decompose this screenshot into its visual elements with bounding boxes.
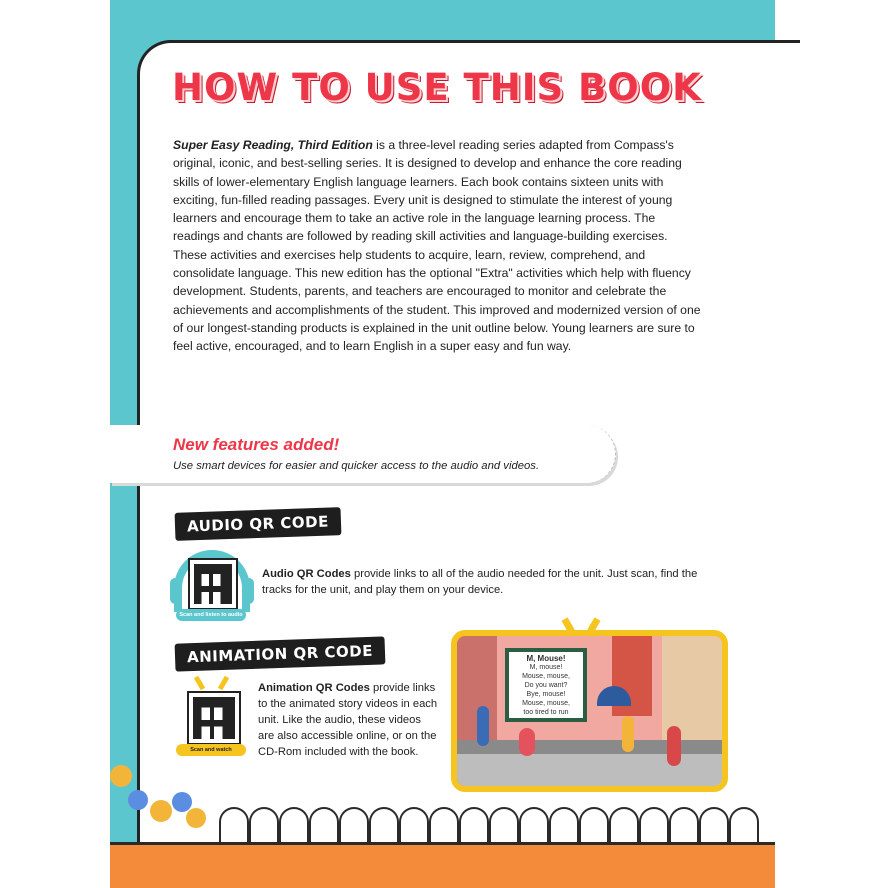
- scene-street: [457, 754, 722, 786]
- scene-board: [505, 648, 587, 722]
- scene-sidewalk: [457, 740, 722, 754]
- brick-ground: [110, 842, 775, 888]
- audio-qr-desc-rest: provide links to all of the audio needed for the unit. Just scan, find the tracks for the unit, and play them on your device.: [262, 568, 698, 596]
- fence-decoration: [110, 800, 775, 845]
- scene-board-line: M, mouse!: [529, 664, 563, 671]
- audio-qr-tag: AUDIO QR CODE: [175, 507, 342, 541]
- scene-board-line: Do you want?: [524, 682, 568, 689]
- animation-qr-tag: ANIMATION QR CODE: [175, 636, 386, 671]
- scene-mouse-figure: [519, 728, 535, 756]
- scene-cyclist-figure: [667, 726, 681, 766]
- audio-qr-badge: Scan and listen to audio: [176, 609, 246, 621]
- intro-body: is a three-level reading series adapted from Compass's original, iconic, and best-selling series. It is designed to develop and enhance the core reading skills of lower-elementary English language learners. Each book contains sixteen units with exciting, fun-filled reading passages. Every unit is designed to stimulate the interest of young learners and encourage them to take an active role in the language learning process. The readings and chants are followed by reading skill activities and language-building exercises. These activities and exercises help students to acquire, learn, review, comprehend, and consolidate language. This new edition has the optional "Extra" activities which help with fluency development. Students, parents, and teachers are encouraged to monitor and celebrate the achievements and accomplishments of the student. This improved and modernized version of one of our longest-standing products is explained in the unit outline below. Young learners are sure to feel active, encouraged, and to learn English in a super easy and fun way.: [173, 138, 701, 354]
- intro-book-title: Super Easy Reading, Third Edition: [173, 138, 373, 152]
- animation-qr-desc-bold: Animation QR Codes: [258, 682, 370, 694]
- scene-board-line: too tired to run: [523, 709, 569, 716]
- audio-qr-code[interactable]: [190, 560, 236, 608]
- scene-board-title: M, Mouse!: [526, 654, 566, 663]
- new-features-heading: New features added!: [173, 435, 340, 454]
- intro-paragraph: [173, 136, 703, 356]
- page-title: HOW TO USE THIS BOOK: [172, 66, 702, 109]
- audio-qr-description: [262, 566, 702, 598]
- headphone-left-cup: [170, 578, 182, 604]
- new-features-subtext: Use smart devices for easier and quicker access to the audio and videos.: [173, 460, 540, 472]
- audio-qr-desc-bold: Audio QR Codes: [262, 568, 351, 580]
- headphone-right-cup: [242, 578, 254, 604]
- flower-decoration: [110, 765, 132, 787]
- scene-board-line: Mouse, mouse,: [522, 700, 570, 707]
- scene-board-line: Mouse, mouse,: [522, 673, 570, 680]
- animation-qr-badge: Scan and watch: [176, 744, 246, 756]
- animation-qr-desc-rest: provide links to the animated story videos in each unit. Like the audio, these videos are also accessible online, or on the CD-Rom included with the book.: [258, 682, 438, 758]
- scene-person-figure: [622, 716, 634, 752]
- scene-board-line: Bye, mouse!: [526, 691, 566, 698]
- scene-child-figure: [477, 706, 489, 746]
- animation-preview-image[interactable]: [451, 630, 728, 792]
- animation-qr-code[interactable]: [189, 693, 239, 743]
- animation-qr-description: [258, 680, 440, 760]
